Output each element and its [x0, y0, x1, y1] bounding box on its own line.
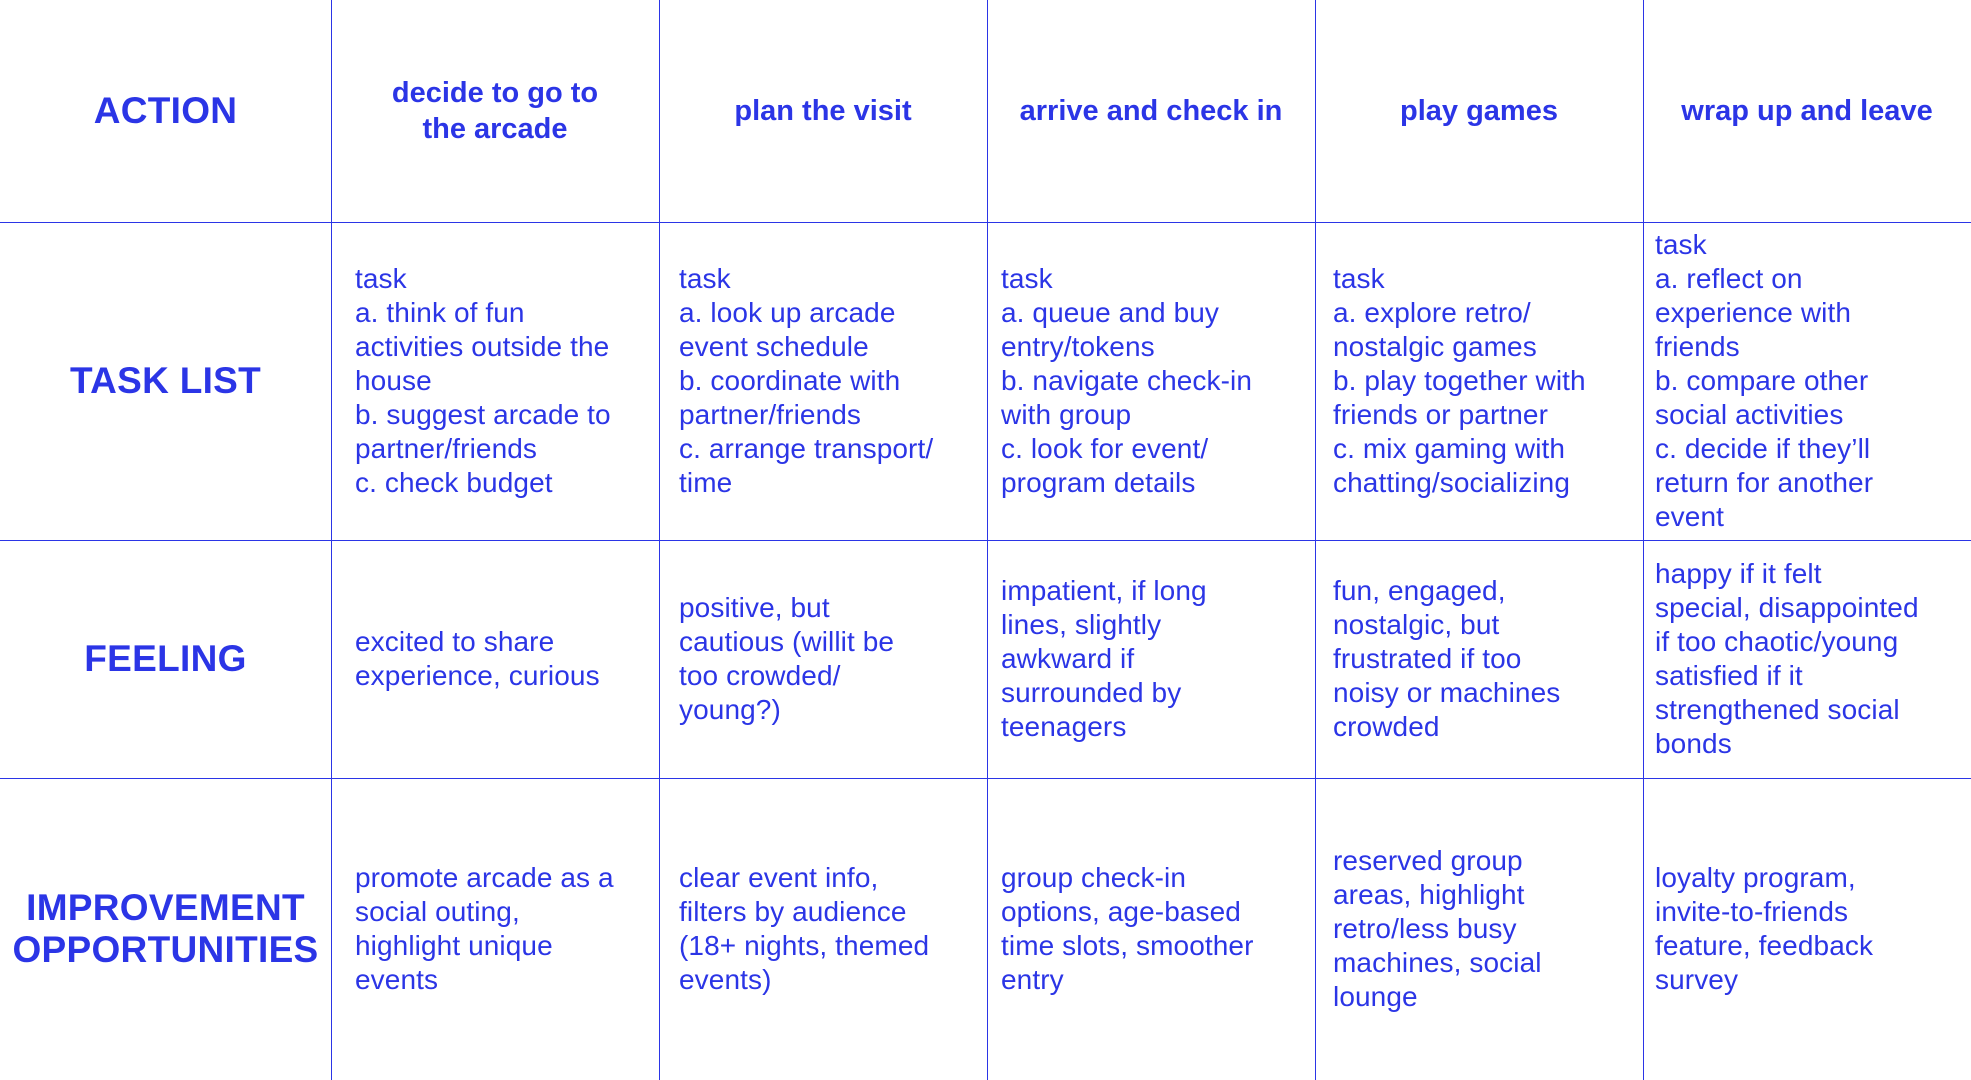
- improvement-play: [1315, 778, 1643, 1080]
- task-line: a. think of fun: [355, 297, 525, 328]
- stage-header-line: wrap up and leave: [1681, 95, 1933, 127]
- improvement-line: survey: [1655, 964, 1739, 995]
- feeling-line: excited to share: [355, 626, 555, 657]
- task-line: event: [1655, 501, 1724, 532]
- task-list-arrive: [987, 222, 1315, 540]
- task-list-play: [1315, 222, 1643, 540]
- stage-header-line: play games: [1400, 95, 1558, 127]
- task-line: partner/friends: [355, 433, 538, 464]
- improvement-line: clear event info,: [679, 862, 879, 893]
- task-line: house: [355, 365, 432, 396]
- task-line: task: [1001, 263, 1053, 294]
- feeling-line: fun, engaged,: [1333, 575, 1506, 606]
- row-label-feeling: [0, 540, 331, 778]
- improvement-line: group check-in: [1001, 862, 1187, 893]
- stage-header-wrap-up: [1643, 0, 1971, 222]
- task-line: c. mix gaming with: [1333, 433, 1566, 464]
- task-line: time: [679, 467, 733, 498]
- improvement-line: events): [679, 964, 772, 995]
- task-line: b. play together with: [1333, 365, 1586, 396]
- improvement-line: retro/less busy: [1333, 913, 1517, 944]
- task-line: a. queue and buy: [1001, 297, 1220, 328]
- improvement-line: social outing,: [355, 896, 520, 927]
- row-label-text: IMPROVEMENT: [26, 887, 305, 928]
- feeling-line: crowded: [1333, 711, 1440, 742]
- feeling-line: if too chaotic/young: [1655, 626, 1899, 657]
- task-line: task: [1333, 263, 1385, 294]
- improvement-line: loyalty program,: [1655, 862, 1856, 893]
- row-label-text: TASK LIST: [69, 360, 262, 401]
- feeling-line: special, disappointed: [1655, 592, 1919, 623]
- improvement-line: areas, highlight: [1333, 879, 1525, 910]
- task-line: a. look up arcade: [679, 297, 896, 328]
- row-label-text: ACTION: [93, 90, 238, 131]
- task-line: a. reflect on: [1655, 263, 1803, 294]
- feeling-line: strengthened social: [1655, 694, 1900, 725]
- row-label-text: OPPORTUNITIES: [12, 929, 319, 970]
- improvement-line: promote arcade as a: [355, 862, 614, 893]
- task-line: b. compare other: [1655, 365, 1869, 396]
- row-label-task-list: [0, 222, 331, 540]
- task-line: b. coordinate with: [679, 365, 901, 396]
- task-line: c. look for event/: [1001, 433, 1209, 464]
- row-label-text: FEELING: [84, 638, 247, 679]
- task-line: return for another: [1655, 467, 1874, 498]
- stage-header-decide: [331, 0, 659, 222]
- improvement-decide: [331, 778, 659, 1080]
- improvement-line: machines, social: [1333, 947, 1542, 978]
- improvement-line: highlight unique: [355, 930, 553, 961]
- feeling-line: noisy or machines: [1333, 677, 1561, 708]
- task-line: b. suggest arcade to: [355, 399, 611, 430]
- feeling-line: cautious (willit be: [679, 626, 895, 657]
- stage-header-arrive: [987, 0, 1315, 222]
- task-line: program details: [1001, 467, 1196, 498]
- improvement-line: entry: [1001, 964, 1064, 995]
- row-label-improvement-opportunities: [0, 778, 331, 1080]
- improvement-line: filters by audience: [679, 896, 907, 927]
- task-list-wrap-up: [1643, 222, 1971, 540]
- task-line: entry/tokens: [1001, 331, 1155, 362]
- task-line: task: [1655, 229, 1707, 260]
- row-label-action: [0, 0, 331, 222]
- task-line: a. explore retro/: [1333, 297, 1531, 328]
- task-line: friends or partner: [1333, 399, 1549, 430]
- task-line: nostalgic games: [1333, 331, 1537, 362]
- task-line: partner/friends: [679, 399, 862, 430]
- feeling-line: positive, but: [679, 592, 830, 623]
- stage-header-line: arrive and check in: [1019, 95, 1283, 127]
- improvement-plan: [659, 778, 987, 1080]
- task-line: task: [355, 263, 407, 294]
- improvement-line: lounge: [1333, 981, 1418, 1012]
- feeling-decide: [331, 540, 659, 778]
- task-line: c. arrange transport/: [679, 433, 934, 464]
- stage-header-plan: [659, 0, 987, 222]
- task-line: task: [679, 263, 731, 294]
- task-line: event schedule: [679, 331, 869, 362]
- task-line: c. decide if they’ll: [1655, 433, 1871, 464]
- feeling-line: impatient, if long: [1001, 575, 1207, 606]
- feeling-line: too crowded/: [679, 660, 841, 691]
- improvement-line: (18+ nights, themed: [679, 930, 930, 961]
- feeling-plan: [659, 540, 987, 778]
- task-line: activities outside the: [355, 331, 610, 362]
- improvement-line: reserved group: [1333, 845, 1523, 876]
- feeling-line: happy if it felt: [1655, 558, 1822, 589]
- improvement-line: events: [355, 964, 439, 995]
- improvement-wrap-up: [1643, 778, 1971, 1080]
- feeling-line: young?): [679, 694, 781, 725]
- task-line: b. navigate check-in: [1001, 365, 1253, 396]
- feeling-line: lines, slightly: [1001, 609, 1162, 640]
- task-list-decide: [331, 222, 659, 540]
- improvement-line: time slots, smoother: [1001, 930, 1254, 961]
- stage-header-line: plan the visit: [734, 95, 912, 127]
- feeling-play: [1315, 540, 1643, 778]
- stage-header-line: decide to go to: [391, 77, 599, 109]
- improvement-arrive: [987, 778, 1315, 1080]
- improvement-line: invite-to-friends: [1655, 896, 1849, 927]
- feeling-line: surrounded by: [1001, 677, 1182, 708]
- feeling-line: satisfied if it: [1655, 660, 1803, 691]
- feeling-arrive: [987, 540, 1315, 778]
- feeling-line: experience, curious: [355, 660, 600, 691]
- stage-header-line: the arcade: [422, 113, 568, 145]
- improvement-line: feature, feedback: [1655, 930, 1874, 961]
- improvement-line: options, age-based: [1001, 896, 1241, 927]
- task-line: chatting/socializing: [1333, 467, 1571, 498]
- task-list-plan: [659, 222, 987, 540]
- task-line: social activities: [1655, 399, 1844, 430]
- feeling-wrap-up: [1643, 540, 1971, 778]
- feeling-line: teenagers: [1001, 711, 1127, 742]
- task-line: with group: [1001, 399, 1132, 430]
- feeling-line: bonds: [1655, 728, 1732, 759]
- stage-header-play: [1315, 0, 1643, 222]
- feeling-line: nostalgic, but: [1333, 609, 1500, 640]
- feeling-line: awkward if: [1001, 643, 1135, 674]
- task-line: experience with: [1655, 297, 1852, 328]
- task-line: friends: [1655, 331, 1740, 362]
- feeling-line: frustrated if too: [1333, 643, 1522, 674]
- task-line: c. check budget: [355, 467, 553, 498]
